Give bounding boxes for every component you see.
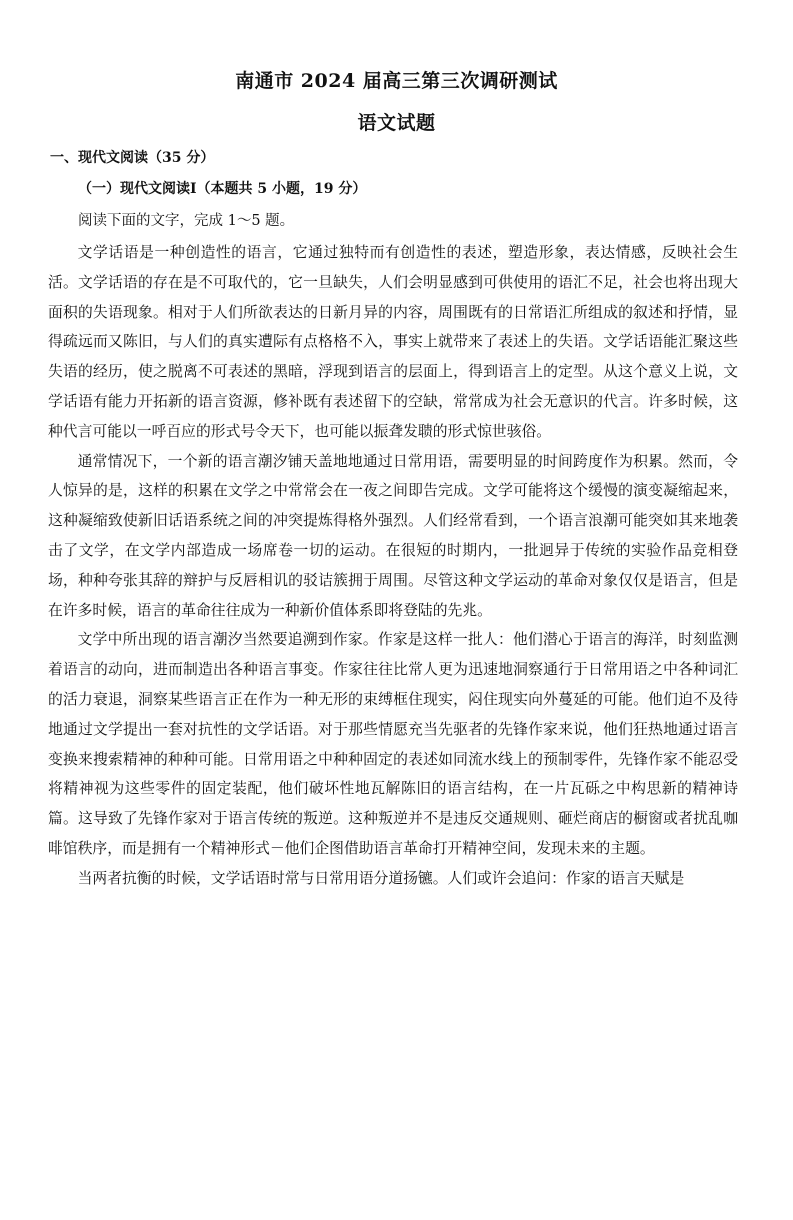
passage-paragraph-1: 文学话语是一种创造性的语言，它通过独特而有创造性的表述，塑造形象，表达情感，反映社会生活。文学话语的存在是不可取代的，它一旦缺失，人们会明显感到可供使用的语汇不足，社会也将出现大面积的失语现象。相对于人们所欲表达的日新月异的内容，周围既有的日常语汇所组成的叙述和抒情，显得疏远而又陈旧，与人们的真实遭际有点格格不入，事实上就带来了表述上的失语。文学话语能汇聚这些失语的经历，使之脱离不可表述的黑暗，浮现到语言的层面上，得到语言上的定型。从这个意义上说，文学话语有能力开拓新的语言资源，修补既有表述留下的空缺，常常成为社会无意识的代言。许多时候，这种代言可能以一呼百应的形式号令天下，也可能以振聋发聩的形式惊世骇俗。 [48, 244, 738, 440]
document-title: 南通市 2024 届高三第三次调研测试 [235, 70, 558, 92]
passage-paragraph-2: 通常情况下，一个新的语言潮汐铺天盖地地通过日常用语，需要明显的时间跨度作为积累。然而，令人惊异的是，这样的积累在文学之中常常会在一夜之间即告完成。文学可能将这个缓慢的演变凝缩起来，这种凝缩致使新旧话语系统之间的冲突提炼得格外强烈。人们经常看到，一个语言浪潮可能突如其来地袭击了文学，在文学内部造成一场席卷一切的运动。在很短的时期内，一批迥异于传统的实验作品竞相登场，种种夸张其辞的辩护与反唇相讥的驳诘簇拥于周围。尽管这种文学运动的革命对象仅仅是语言，但是在许多时候，语言的革命往往成为一种新价值体系即将登陆的先兆。 [48, 452, 738, 619]
passage-paragraph-3: 文学中所出现的语言潮汐当然要追溯到作家。作家是这样一批人：他们潜心于语言的海洋，时刻监测着语言的动向，进而制造出各种语言事变。作家往往比常人更为迅速地洞察通行于日常用语之中各种词汇的活力衰退，洞察某些语言正在作为一种无形的束缚框住现实，闷住现实向外蔓延的可能。他们迫不及待地通过文学提出一套对抗性的文学话语。对于那些情愿充当先驱者的先锋作家来说，他们狂热地通过语言变换来搜索精神的种种可能。日常用语之中种种固定的表述如同流水线上的预制零件，先锋作家不能忍受将精神视为这些零件的固定装配，他们破坏性地瓦解陈旧的语言结构，在一片瓦砾之中构思新的精神诗篇。这导致了先锋作家对于语言传统的叛逆。这种叛逆并不是违反交通规则、砸烂商店的橱窗或者扰乱咖啡馆秩序，而是拥有一个精神形式－他们企图借助语言革命打开精神空间，发现未来的主题。 [48, 631, 738, 857]
passage-paragraph-4: 当两者抗衡的时候，文学话语时常与日常用语分道扬镳。人们或许会追问：作家的语言天赋是 [77, 869, 685, 887]
subsection-heading: （一）现代文阅读Ⅰ（本题共 5 小题，19 分） [78, 181, 367, 197]
reading-instruction: 阅读下面的文字，完成 1～5 题。 [78, 213, 295, 229]
section-heading: 一、现代文阅读（35 分） [50, 150, 215, 166]
document-subtitle: 语文试题 [357, 112, 436, 134]
reading-passage [48, 238, 738, 894]
